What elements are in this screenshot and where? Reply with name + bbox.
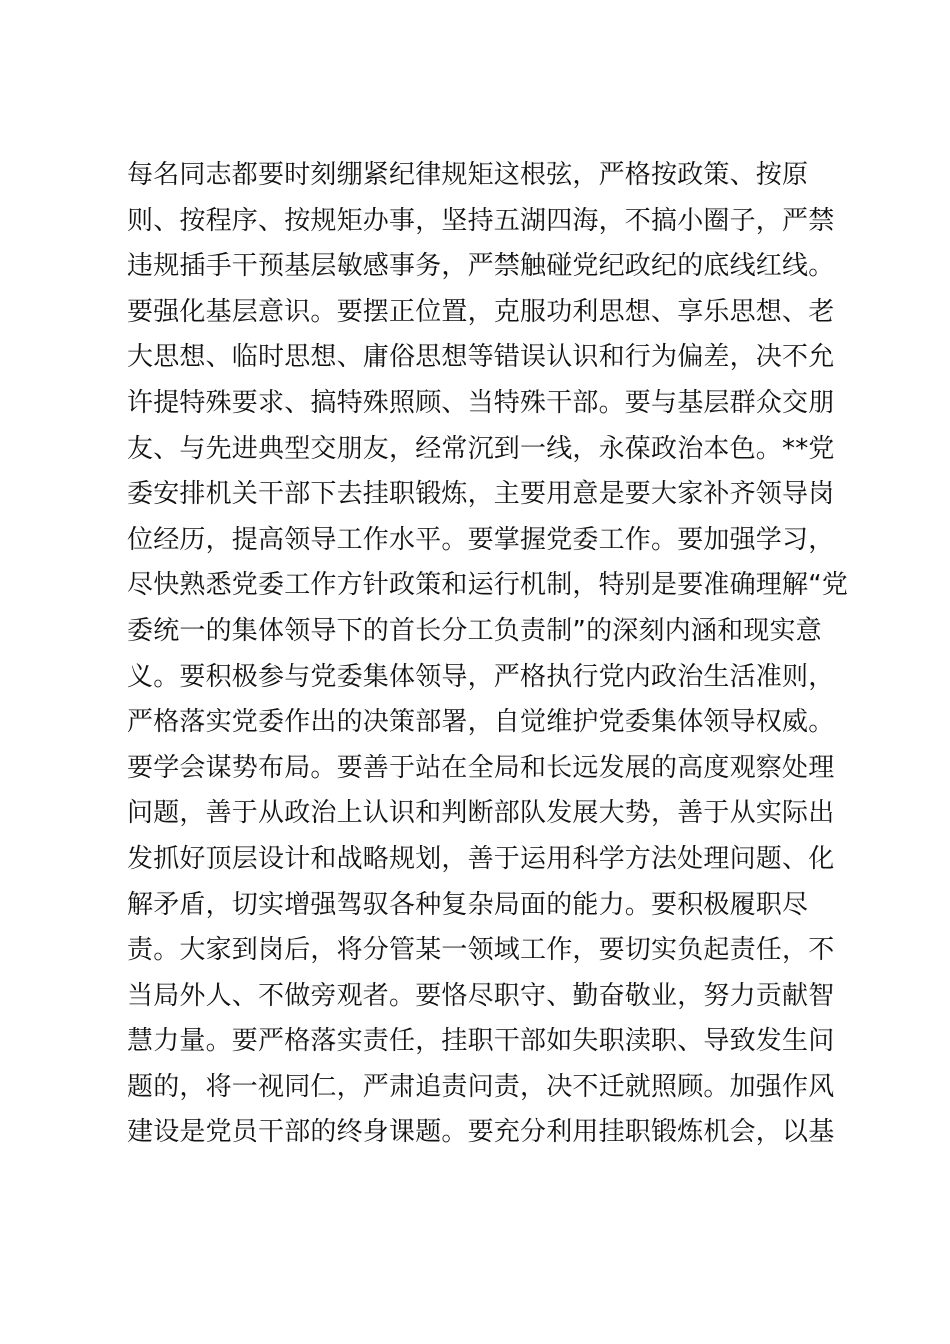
text-line-7: 友、与先进典型交朋友，经常沉到一线，永葆政治本色。**党	[127, 433, 835, 464]
text-line-8: 委安排机关干部下去挂职锻炼，主要用意是要大家补齐领导岗	[127, 479, 835, 510]
text-line-1: 每名同志都要时刻绷紧纪律规矩这根弦，严格按政策、按原	[127, 160, 809, 190]
text-line-21: 题的，将一视同仁，严肃追责问责，决不迁就照顾。加强作风	[127, 1071, 835, 1102]
text-line-15: 问题，善于从政治上认识和判断部队发展大势，善于从实际出	[127, 798, 835, 829]
text-line-16: 发抓好顶层设计和战略规划，善于运用科学方法处理问题、化	[127, 843, 835, 874]
text-line-11: 委统一的集体领导下的首长分工负责制”的深刻内涵和现实意	[127, 615, 822, 646]
text-line-5: 大思想、临时思想、庸俗思想等错误认识和行为偏差，决不允	[127, 342, 835, 373]
text-line-12: 义。要积极参与党委集体领导，严格执行党内政治生活准则，	[127, 661, 835, 692]
text-line-19: 当局外人、不做旁观者。要恪尽职守、勤奋敬业，努力贡献智	[127, 980, 835, 1011]
text-line-6: 许提特殊要求、搞特殊照顾、当特殊干部。要与基层群众交朋	[127, 387, 835, 418]
text-line-20: 慧力量。要严格落实责任，挂职干部如失职渎职、导致发生问	[127, 1026, 835, 1057]
text-line-13: 严格落实党委作出的决策部署，自觉维护党委集体领导权威。	[127, 707, 835, 738]
text-line-10: 尽快熟悉党委工作方针政策和运行机制，特别是要准确理解“党	[127, 570, 849, 601]
text-line-9: 位经历，提高领导工作水平。要掌握党委工作。要加强学习，	[127, 524, 835, 555]
text-line-17: 解矛盾，切实增强驾驭各种复杂局面的能力。要积极履职尽	[127, 889, 809, 920]
text-line-2: 则、按程序、按规矩办事，坚持五湖四海，不搞小圈子，严禁	[127, 205, 835, 236]
text-line-3: 违规插手干预基层敏感事务，严禁触碰党纪政纪的底线红线。	[127, 251, 835, 282]
body-text	[127, 153, 847, 1156]
text-line-18: 责。大家到岗后，将分管某一领域工作，要切实负起责任，不	[127, 935, 835, 966]
text-line-14: 要学会谋势布局。要善于站在全局和长远发展的高度观察处理	[127, 752, 835, 783]
text-line-4: 要强化基层意识。要摆正位置，克服功利思想、享乐思想、老	[127, 296, 835, 327]
text-line-22: 建设是党员干部的终身课题。要充分利用挂职锻炼机会，以基	[127, 1117, 835, 1148]
